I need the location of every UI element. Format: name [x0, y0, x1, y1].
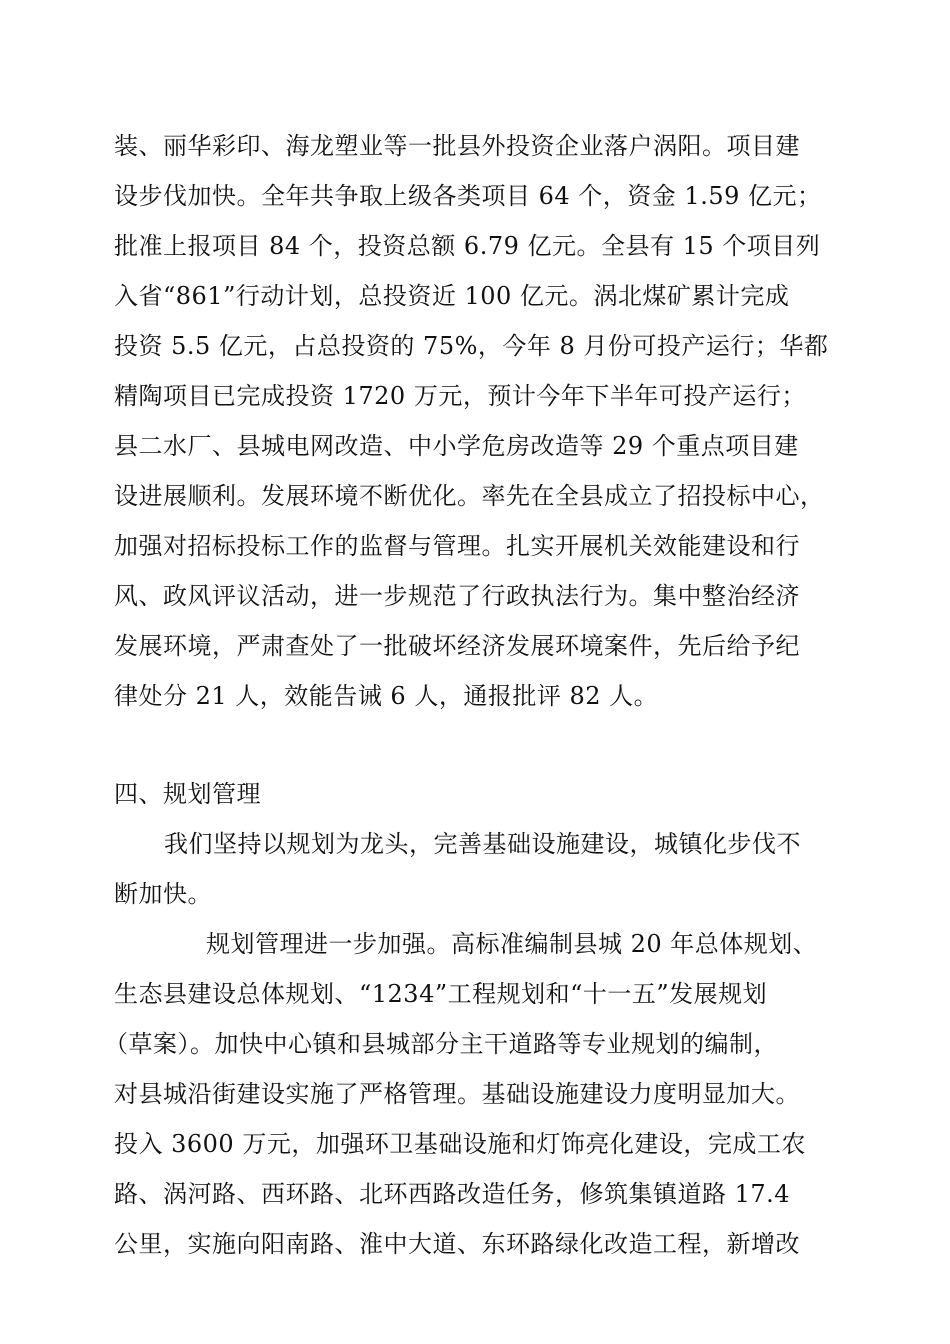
paragraph-3-line: 公里，实施向阳南路、淮中大道、东环路绿化改造工程，新增改: [114, 1230, 800, 1258]
paragraph-3-line: 对县城沿街建设实施了严格管理。基础设施建设力度明显加大。: [114, 1080, 800, 1108]
paragraph-1-line: 律处分 21 人，效能告诫 6 人，通报批评 82 人。: [114, 682, 659, 710]
paragraph-1-line: 设步伐加快。全年共争取上级各类项目 64 个，资金 1.59 亿元；: [114, 182, 822, 210]
paragraph-3-line: 路、涡河路、西环路、北环西路改造任务，修筑集镇道路 17.4: [114, 1180, 791, 1208]
paragraph-1-line: 批准上报项目 84 个，投资总额 6.79 亿元。全县有 15 个项目列: [114, 232, 821, 260]
paragraph-1-line: 加强对招标投标工作的监督与管理。扎实开展机关效能建设和行: [114, 532, 800, 560]
section-heading: 四、规划管理: [114, 780, 261, 808]
paragraph-3-line: 投入 3600 万元，加强环卫基础设施和灯饰亮化建设，完成工农: [114, 1130, 806, 1158]
paragraph-2-line: 断加快。: [114, 880, 212, 908]
paragraph-1-line: 发展环境，严肃查处了一批破坏经济发展环境案件，先后给予纪: [114, 632, 800, 660]
paragraph-3-line: （草案）。加快中心镇和县城部分主干道路等专业规划的编制，: [104, 1030, 778, 1058]
paragraph-1-line: 精陶项目已完成投资 1720 万元，预计今年下半年可投产运行；: [114, 382, 806, 410]
paragraph-1-line: 县二水厂、县城电网改造、中小学危房改造等 29 个重点项目建: [114, 432, 799, 460]
paragraph-3-line: 规划管理进一步加强。高标准编制县城 20 年总体规划、: [206, 930, 818, 958]
paragraph-1-line: 装、丽华彩印、海龙塑业等一批县外投资企业落户涡阳。项目建: [114, 132, 800, 160]
paragraph-1-line: 设进展顺利。发展环境不断优化。率先在全县成立了招投标中心，: [114, 482, 825, 510]
paragraph-2-line: 我们坚持以规划为龙头，完善基础设施建设，城镇化步伐不: [164, 830, 801, 858]
paragraph-1-line: 入省“861”行动计划，总投资近 100 亿元。涡北煤矿累计完成: [114, 282, 790, 310]
paragraph-1-line: 风、政风评议活动，进一步规范了行政执法行为。集中整治经济: [114, 582, 800, 610]
paragraph-3-line: 生态县建设总体规划、“1234”工程规划和“十一五”发展规划: [114, 980, 768, 1008]
paragraph-1-line: 投资 5.5 亿元，占总投资的 75%，今年 8 月份可投产运行；华都: [114, 332, 829, 360]
